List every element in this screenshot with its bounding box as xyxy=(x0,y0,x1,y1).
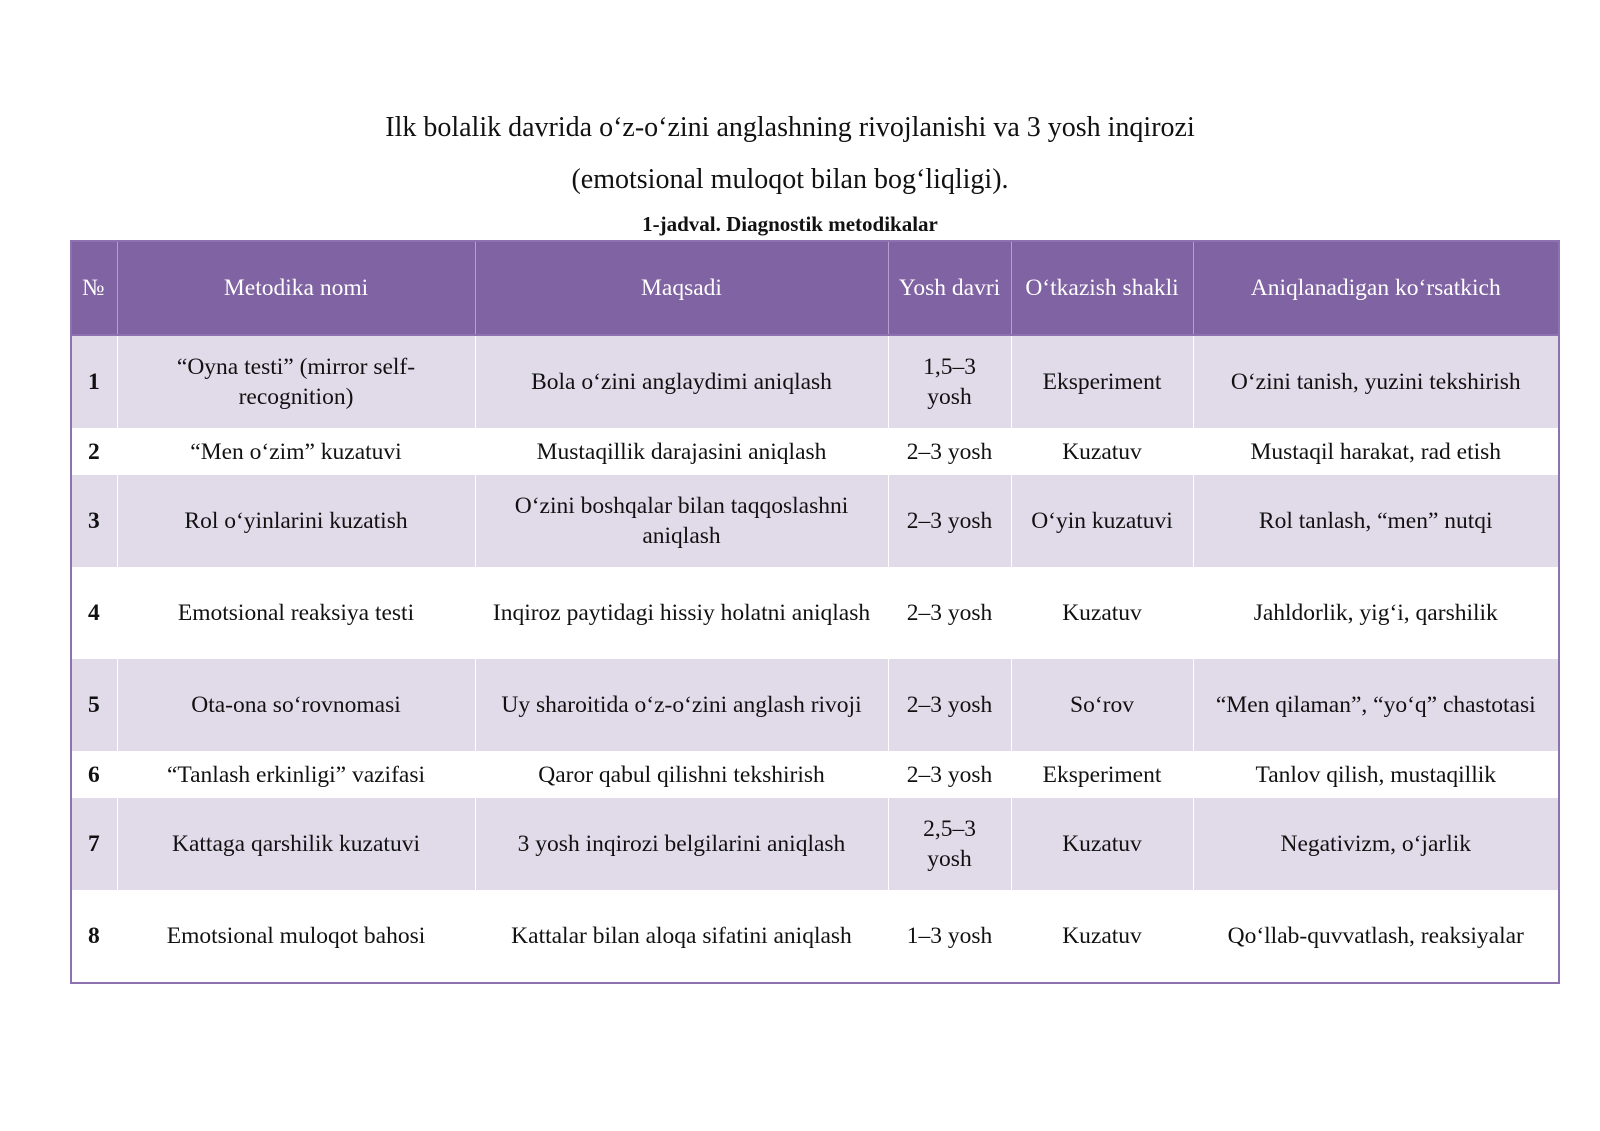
cell-conduct-form: Kuzatuv xyxy=(1011,890,1193,983)
cell-number: 4 xyxy=(71,567,117,659)
header-indicator: Aniqlanadigan ko‘rsatkich xyxy=(1193,241,1559,335)
cell-conduct-form: Kuzatuv xyxy=(1011,798,1193,890)
cell-age-period: 2–3 yosh xyxy=(888,567,1011,659)
header-number: № xyxy=(71,241,117,335)
cell-age-period: 2–3 yosh xyxy=(888,428,1011,475)
cell-number: 1 xyxy=(71,335,117,428)
cell-number: 2 xyxy=(71,428,117,475)
cell-indicator: Tanlov qilish, mustaqillik xyxy=(1193,751,1559,798)
cell-conduct-form: O‘yin kuzatuvi xyxy=(1011,475,1193,567)
cell-method-name: “Men o‘zim” kuzatuvi xyxy=(117,428,475,475)
cell-conduct-form: Kuzatuv xyxy=(1011,428,1193,475)
cell-purpose: Bola o‘zini anglaydimi aniqlash xyxy=(475,335,888,428)
cell-conduct-form: Eksperiment xyxy=(1011,335,1193,428)
table-row xyxy=(71,890,1559,983)
cell-purpose: O‘zini boshqalar bilan taqqoslashni aniqlash xyxy=(475,475,888,567)
cell-purpose: 3 yosh inqirozi belgilarini aniqlash xyxy=(475,798,888,890)
cell-indicator: Mustaqil harakat, rad etish xyxy=(1193,428,1559,475)
cell-number: 8 xyxy=(71,890,117,983)
cell-age-period: 2,5–3 yosh xyxy=(888,798,1011,890)
cell-indicator: O‘zini tanish, yuzini tekshirish xyxy=(1193,335,1559,428)
cell-method-name: “Oyna testi” (mirror self-recognition) xyxy=(117,335,475,428)
cell-purpose: Kattalar bilan aloqa sifatini aniqlash xyxy=(475,890,888,983)
cell-age-period: 1,5–3 yosh xyxy=(888,335,1011,428)
cell-method-name: “Tanlash erkinligi” vazifasi xyxy=(117,751,475,798)
table-row xyxy=(71,335,1559,428)
header-purpose: Maqsadi xyxy=(475,241,888,335)
cell-age-period: 2–3 yosh xyxy=(888,751,1011,798)
header-age-period: Yosh davri xyxy=(888,241,1011,335)
cell-indicator: “Men qilaman”, “yo‘q” chastotasi xyxy=(1193,659,1559,751)
header-conduct-form: O‘tkazish shakli xyxy=(1011,241,1193,335)
cell-indicator: Qo‘llab-quvvatlash, reaksiyalar xyxy=(1193,890,1559,983)
table-row xyxy=(71,567,1559,659)
cell-method-name: Emotsional muloqot bahosi xyxy=(117,890,475,983)
title-line-1: Ilk bolalik davrida o‘z-o‘zini anglashning rivojlanishi va 3 yosh inqirozi xyxy=(385,112,1195,143)
cell-method-name: Kattaga qarshilik kuzatuvi xyxy=(117,798,475,890)
cell-purpose: Inqiroz paytidagi hissiy holatni aniqlash xyxy=(475,567,888,659)
cell-method-name: Rol o‘yinlarini kuzatish xyxy=(117,475,475,567)
cell-indicator: Negativizm, o‘jarlik xyxy=(1193,798,1559,890)
table-row xyxy=(71,475,1559,567)
diagnostics-table xyxy=(70,240,1560,984)
cell-purpose: Uy sharoitida o‘z-o‘zini anglash rivoji xyxy=(475,659,888,751)
cell-method-name: Emotsional reaksiya testi xyxy=(117,567,475,659)
cell-purpose: Qaror qabul qilishni tekshirish xyxy=(475,751,888,798)
document-title xyxy=(0,102,1580,206)
cell-number: 7 xyxy=(71,798,117,890)
cell-age-period: 2–3 yosh xyxy=(888,659,1011,751)
cell-number: 6 xyxy=(71,751,117,798)
cell-indicator: Jahldorlik, yig‘i, qarshilik xyxy=(1193,567,1559,659)
table-caption: 1-jadval. Diagnostik metodikalar xyxy=(642,212,938,236)
diagnostics-table-container xyxy=(70,240,1558,984)
table-row xyxy=(71,428,1559,475)
title-line-2: (emotsional muloqot bilan bog‘liqligi). xyxy=(571,164,1009,195)
cell-age-period: 2–3 yosh xyxy=(888,475,1011,567)
header-method-name: Metodika nomi xyxy=(117,241,475,335)
cell-number: 3 xyxy=(71,475,117,567)
cell-conduct-form: Kuzatuv xyxy=(1011,567,1193,659)
table-row xyxy=(71,798,1559,890)
cell-purpose: Mustaqillik darajasini aniqlash xyxy=(475,428,888,475)
cell-conduct-form: So‘rov xyxy=(1011,659,1193,751)
table-row xyxy=(71,659,1559,751)
cell-method-name: Ota-ona so‘rovnomasi xyxy=(117,659,475,751)
cell-age-period: 1–3 yosh xyxy=(888,890,1011,983)
cell-indicator: Rol tanlash, “men” nutqi xyxy=(1193,475,1559,567)
table-row xyxy=(71,751,1559,798)
table-header-row xyxy=(71,241,1559,335)
cell-conduct-form: Eksperiment xyxy=(1011,751,1193,798)
cell-number: 5 xyxy=(71,659,117,751)
